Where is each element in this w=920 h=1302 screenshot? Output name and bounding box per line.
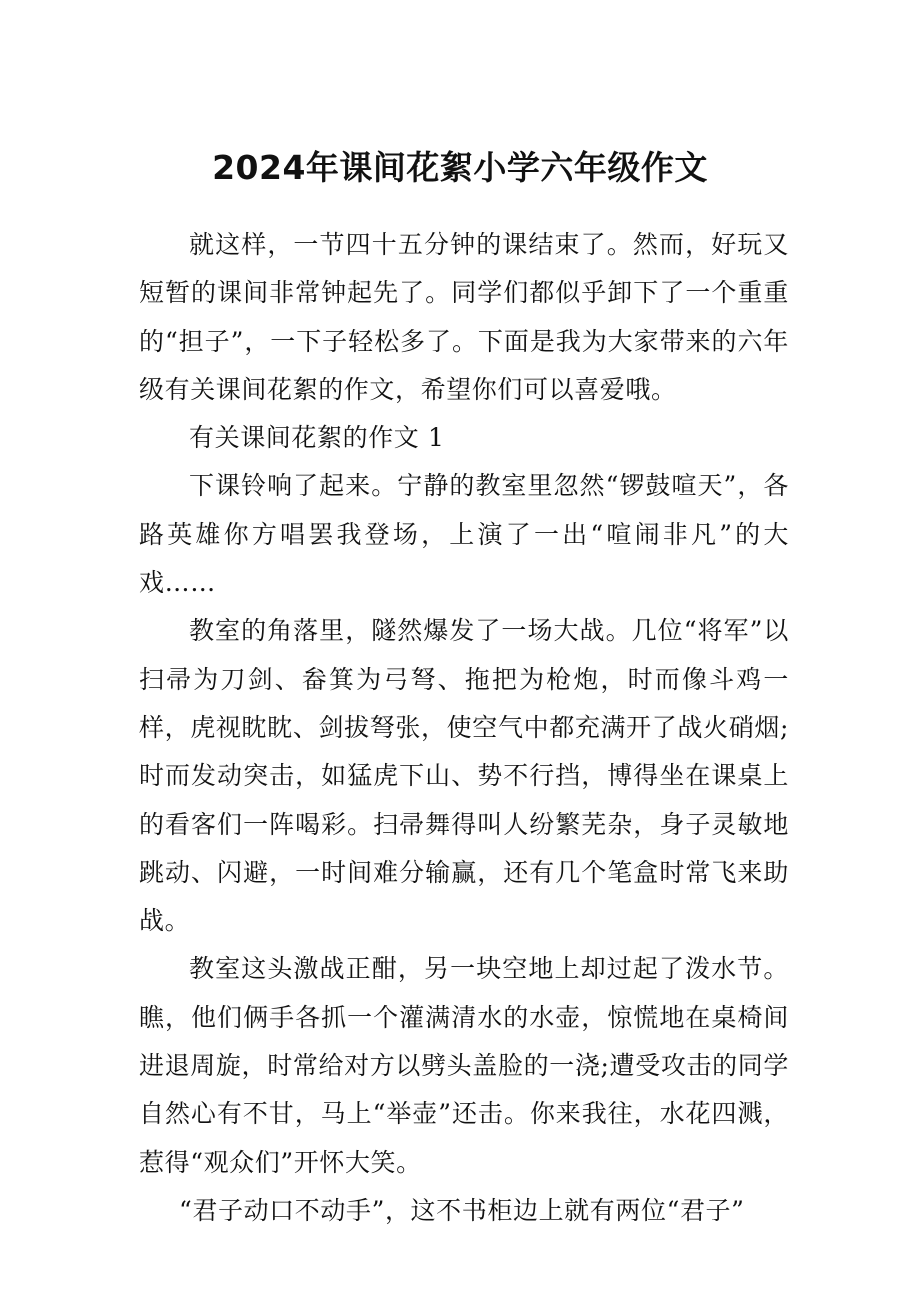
document-title: 2024年课间花絮小学六年级作文 <box>212 148 708 187</box>
document-body <box>139 221 789 1235</box>
body-paragraph: 教室这头激战正酣，另一块空地上却过起了泼水节。瞧，他们俩手各抓一个灌满清水的水壶，惊慌地在桌椅间进退周旋，时常给对方以劈头盖脸的一浇;遭受攻击的同学自然心有不甘，马上“举壶”还击。你来我往，水花四溅，惹得“观众们”开怀大笑。 <box>139 954 789 1177</box>
intro-paragraph: 就这样，一节四十五分钟的课结束了。然而，好玩又短暂的课间非常钟起先了。同学们都似乎卸下了一个重重的“担子”，一下子轻松多了。下面是我为大家带来的六年级有关课间花絮的作文，希望你们可以喜爱哦。 <box>139 230 789 404</box>
body-paragraph: 教室的角落里，隧然爆发了一场大战。几位“将军”以扫帚为刀剑、畚箕为弓弩、拖把为枪炮，时而像斗鸡一样，虎视眈眈、剑拔弩张，使空气中都充满开了战火硝烟;时而发动突击，如猛虎下山、势不行挡，博得坐在课桌上的看客们一阵喝彩。扫帚舞得叫人纷繁芜杂，身子灵敏地跳动、闪避，一时间难分输赢，还有几个笔盒时常飞来助战。 <box>139 616 789 936</box>
body-paragraph: “君子动口不动手”，这不书柜边上就有两位“君子” <box>179 1195 745 1225</box>
section-heading: 有关课间花絮的作文 1 <box>189 423 445 453</box>
body-paragraph: 下课铃响了起来。宁静的教室里忽然“锣鼓喧天”，各路英雄你方唱罢我登场，上演了一出“喧闹非凡”的大戏…… <box>139 471 789 598</box>
